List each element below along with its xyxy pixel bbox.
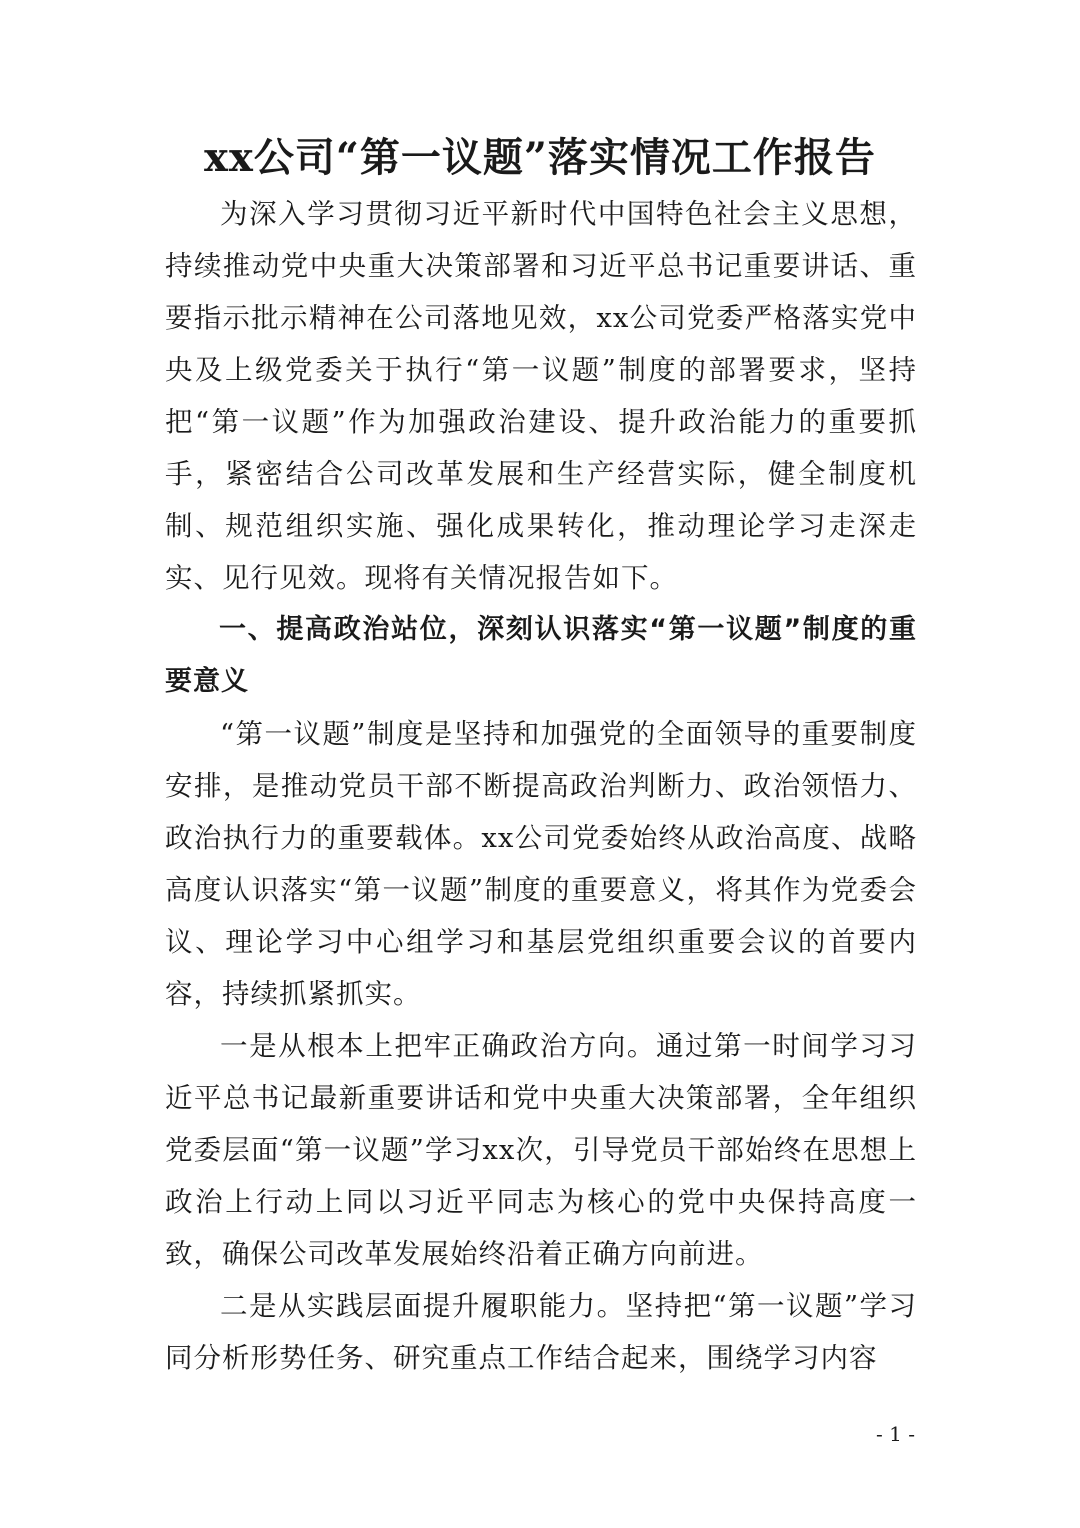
point-1-paragraph: 一是从根本上把牢正确政治方向。通过第一时间学习习近平总书记最新重要讲话和党中央重大决策部署，全年组织党委层面“第一议题”学习xx次，引导党员干部始终在思想上政治上行动上同以习近平同志为核心的党中央保持高度一致，确保公司改革发展始终沿着正确方向前进。	[165, 1030, 917, 1270]
intro-paragraph: 为深入学习贯彻习近平新时代中国特色社会主义思想，持续推动党中央重大决策部署和习近平总书记重要讲话、重要指示批示精神在公司落地见效，xx公司党委严格落实党中央及上级党委关于执行“第一议题”制度的部署要求，坚持把“第一议题”作为加强政治建设、提升政治能力的重要抓手，紧密结合公司改革发展和生产经营实际，健全制度机制、规范组织实施、强化成果转化，推动理论学习走深走实、见行见效。现将有关情况报告如下。	[165, 198, 917, 594]
page-number: - 1 -	[876, 1422, 915, 1446]
section-1-paragraph: “第一议题”制度是坚持和加强党的全面领导的重要制度安排，是推动党员干部不断提高政治判断力、政治领悟力、政治执行力的重要载体。xx公司党委始终从政治高度、战略高度认识落实“第一议题”制度的重要意义，将其作为党委会议、理论学习中心组学习和基层党组织重要会议的首要内容，持续抓紧抓实。	[165, 718, 917, 1010]
point-2-paragraph: 二是从实践层面提升履职能力。坚持把“第一议题”学习同分析形势任务、研究重点工作结合起来，围绕学习内容	[165, 1290, 917, 1374]
document-body	[165, 188, 917, 1384]
document-title: xx公司“第一议题”落实情况工作报告	[204, 134, 876, 181]
section-heading-1: 一、提高政治站位，深刻认识落实“第一议题”制度的重要意义	[165, 614, 917, 697]
